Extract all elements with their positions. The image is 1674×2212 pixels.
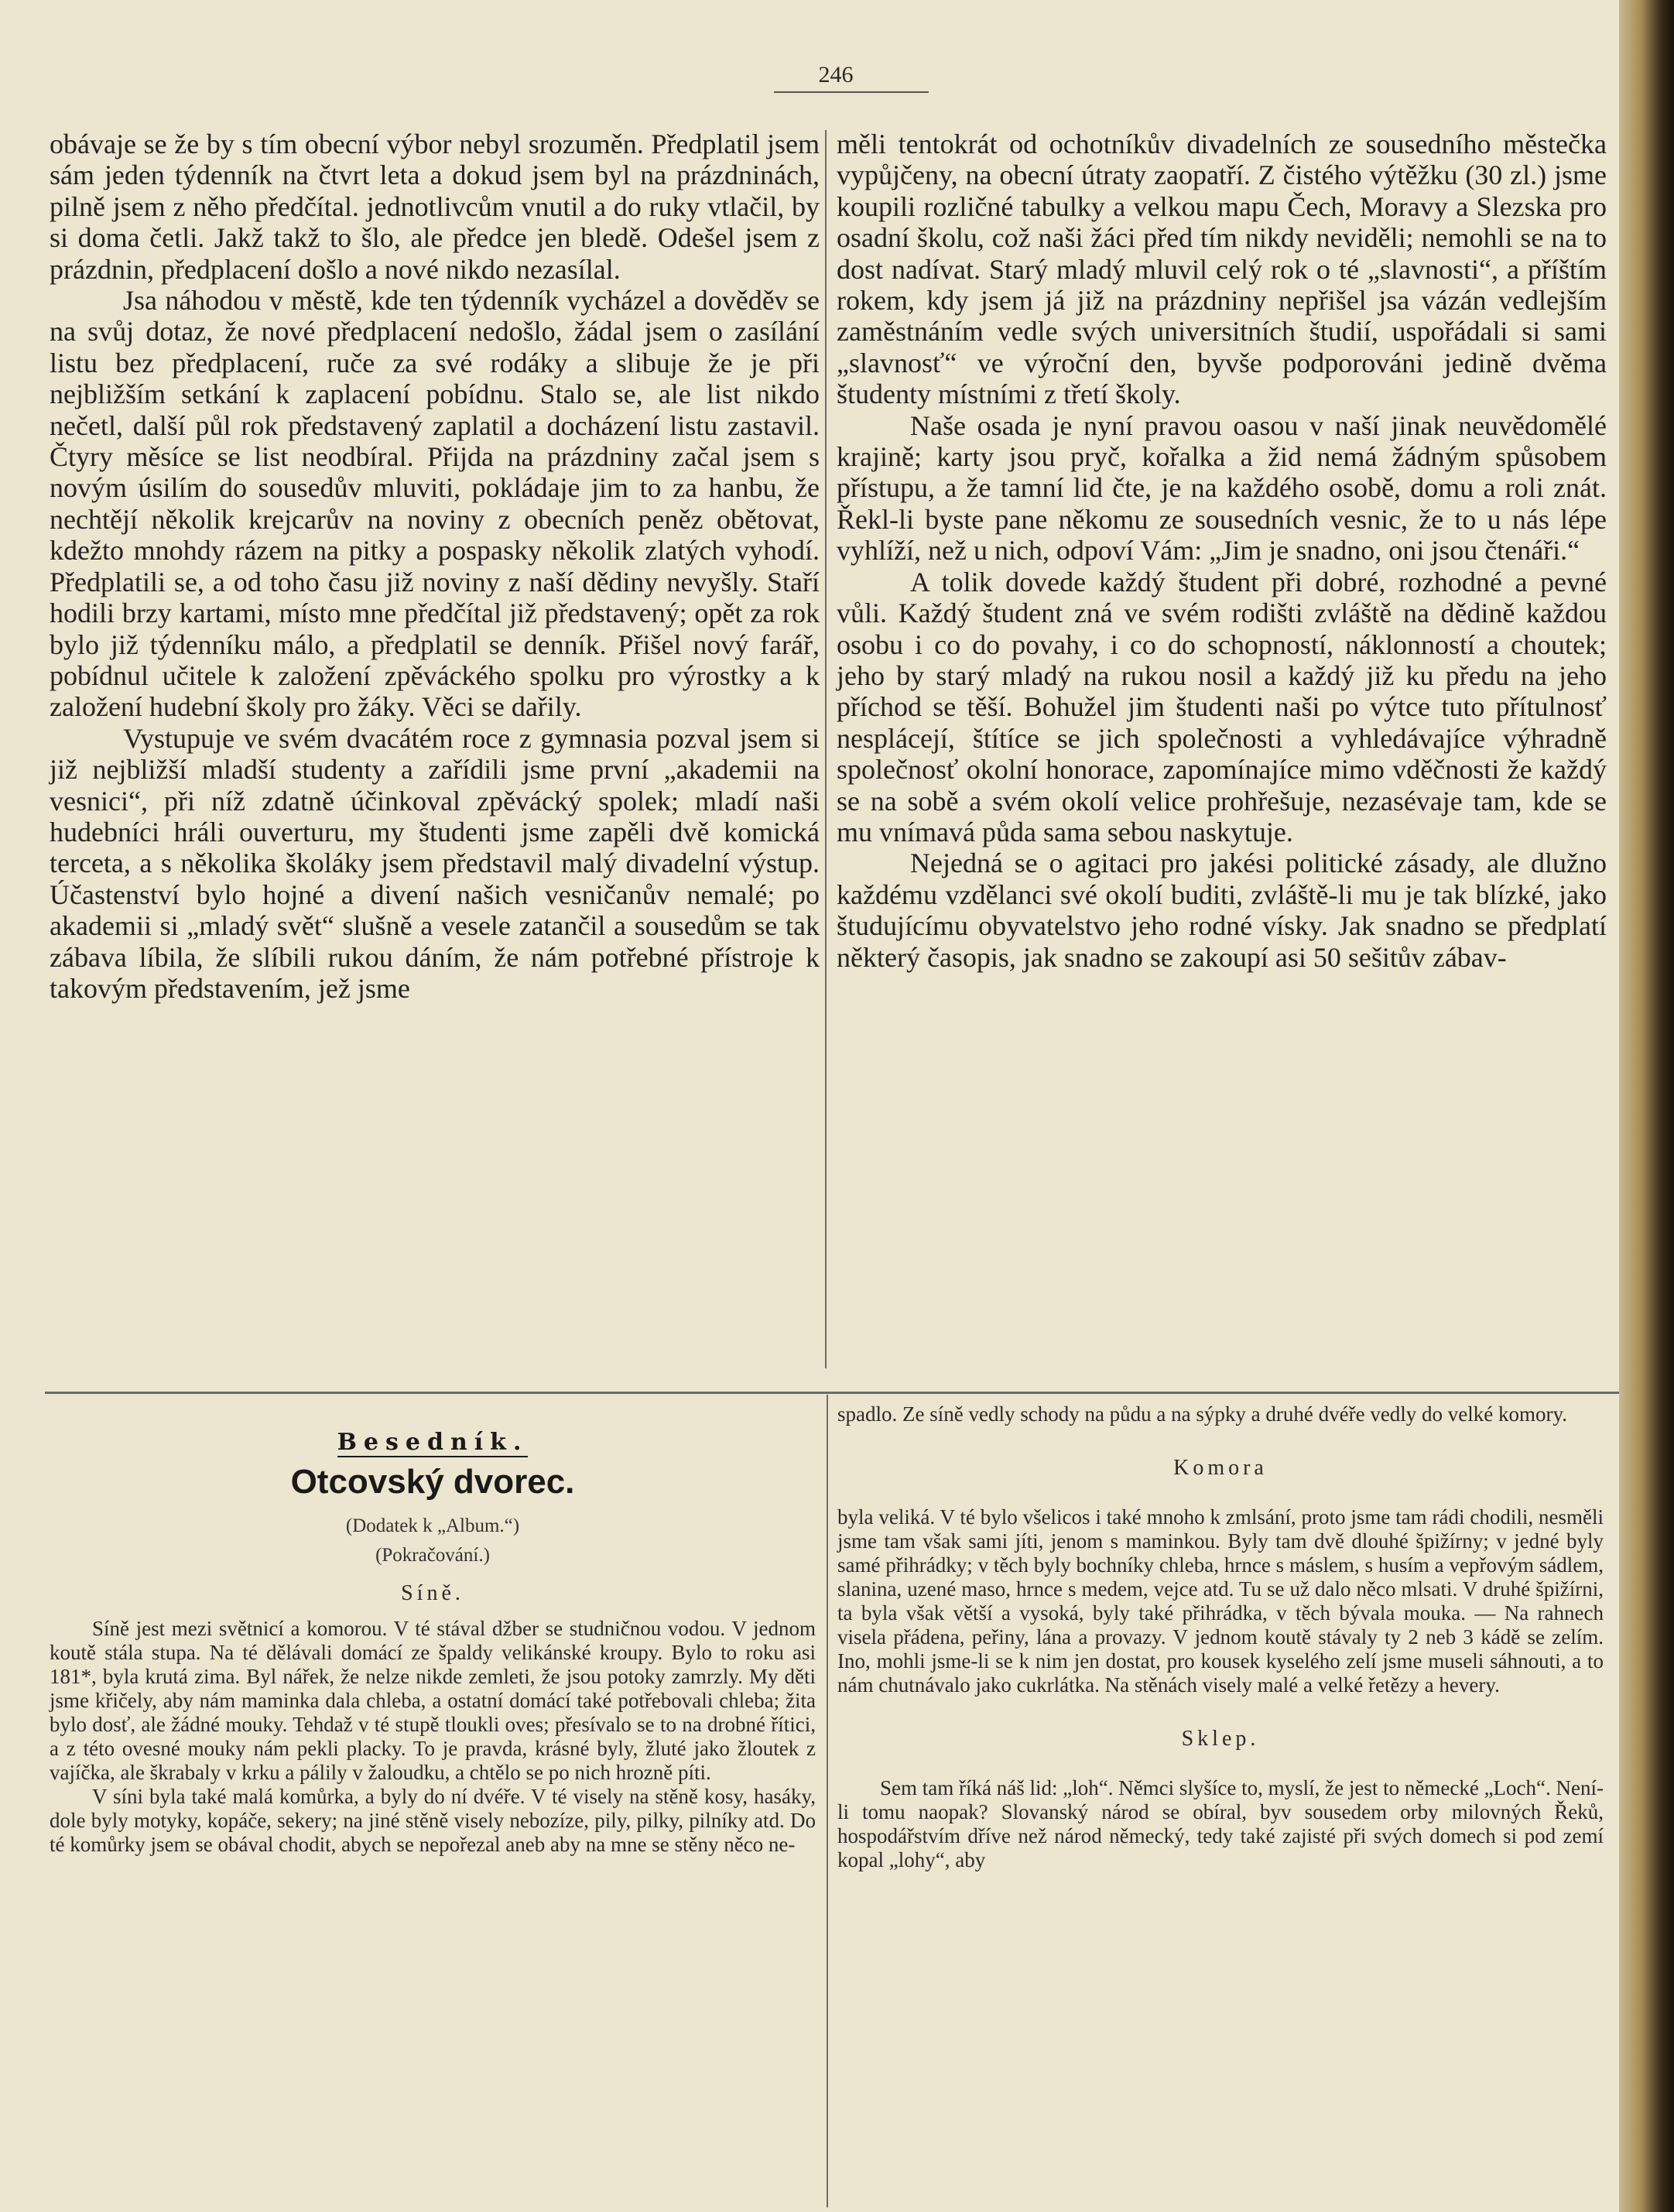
- column-divider-top: [825, 130, 827, 1368]
- feuilleton-title: Otcovský dvorec.: [290, 1463, 575, 1501]
- article-column-right: [837, 128, 1607, 973]
- feuilleton-paragraph: Síně jest mezi světnicí a komorou. V té stával džber se studničnou vodou. V jednom koutě stála stupa. Na té dělávali domácí ze špaldy velikánské kroupy. Bylo to roku asi 181*, byla krutá zima. Byl nářek, že nelze nikde zemleti, že jsou potoky zamrzly. My děti jsme křičely, aby nám maminka dala chleba, a ostatní domácí také potřebovali chleba; žita bylo dosť, ale žádné mouky. Tehdaž v té stupě tloukli oves; přesívalo se to na drobné řítici, a z této ovesné mouky nám pekli placky. To je pravda, krásné byly, žluté jako žloutek z vajíčka, ale škrabaly v krku a pálily v žaloudku, a chtělo se po nich hrozně píti.: [50, 1617, 816, 1784]
- article-paragraph: Nejedná se o agitaci pro jakési politické zásady, ale dlužno každému vzdělanci své okolí buditi, zvláště-li mu je tak blízké, jako študujícímu obyvatelstvo jeho rodné vísky. Jak snadno se předplatí některý časopis, jak snadno se zakoupí asi 50 sešitův zábav-: [837, 847, 1607, 973]
- article-paragraph: obávaje se že by s tím obecní výbor nebyl srozuměn. Předplatil jsem sám jeden týdenník na čtvrt leta a dokud jsem byl na prázdninách, pilně jsem z něho předčítal. jednotlivcům vnutil a do ruky vtlačil, by si doma četli. Jakž takž to šlo, ale předce jen bledě. Odešel jsem z prázdnin, předplacení došlo a nové nikdo nezasílal.: [50, 128, 820, 285]
- feuilleton-paragraph: V síni byla také malá komůrka, a byly do ní dvéře. V té visely na stěně kosy, hasáky, dole byly motyky, kopáče, sekery; na jiné stěně visely nebozíze, pily, pilky, pilníky atd. Do té komůrky jsem se obával chodit, abych se nepořezal aneb aby na mne se stěny něco ne-: [50, 1785, 816, 1856]
- feuilleton-paragraph: spadlo. Ze síně vedly schody na půdu a na sýpky a druhé dvéře vedly do velké komory.: [837, 1402, 1568, 1426]
- feuilleton-column-left: [50, 1402, 816, 1857]
- article-paragraph: měli tentokrát od ochotníkův divadelních ze sousedního městečka vypůjčeny, na obecní útraty zaopatří. Z čistého výtěžku (30 zl.) jsme koupili rozličné tabulky a velkou mapu Čech, Moravy a Slezska pro osadní školu, což naši žáci před tím nikdy neviděli; nemohli se na to dost nadívat. Starý mladý mluvil celý rok o té „slavnosti“, a příštím rokem, kdy jsem já již na prázdniny nepřišel jsa vázán vedlejším zaměstnáním vedle svých universitních študií, uspořádali si sami „slavnosť“ ve výroční den, byvše podporováni jedině dvěma študenty místními z třetí školy.: [837, 128, 1607, 410]
- header-rule: [774, 91, 929, 93]
- feuilleton-column-right: [837, 1402, 1604, 1872]
- feuilleton-paragraph: byla veliká. V té bylo všelicos i také mnoho k zmlsání, proto jsme tam rádi chodili, nesměli jsme tam však sami jíti, jenom s maminkou. Byly tam dvě dlouhé špižírny; v jedné byly samé přihrádky; v těch byly bochníky chleba, hrnce s máslem, s husím a vepřovým sádlem, slanina, uzené maso, hrnce s medem, vejce atd. Tu se už dalo něco mlsati. V druhé špižírni, ta byla však větší a vysoká, byly také přihrádka, v těch bývala mouka. — Na rahnech visela přádena, peřiny, lána a provazy. V jednom koutě stávaly ty 2 neb 3 kádě se zelím. Ino, mohli jsme-li se k nim jen dostat, pro kousek kyselého zelí jsme museli sáhnouti, a to nám chutnávalo jako cukrlátka. Na stěnách visely malé a velké řetězy a hevery.: [837, 1505, 1604, 1697]
- section-heading-sklep: Sklep.: [1181, 1727, 1260, 1751]
- article-paragraph: Jsa náhodou v městě, kde ten týdenník vycházel a dověděv se na svůj dotaz, že nové předplacení nedošlo, žádal jsem o zasílání listu bez předplacení, ruče za své rodáky a slibuje že je při nejbližším setkání k zaplacení pobídnu. Stalo se, ale list nikdo nečetl, další půl rok představený zaplatil a docházení listu zastavil. Čtyry měsíce se list neodbíral. Přijda na prázdniny začal jsem s novým úsilím do sousedův mluviti, pokládaje jim to za hanbu, že nechtějí několik krejcarův na noviny z obecních peněz obětovat, kdežto mnohdy rázem na pitky a pospasky několik zlatých vyhodí. Předplatili se, a od toho času již noviny z naší dědiny nevyšly. Staří hodili brzy kartami, místo mne předčítal již představený; opět za rok bylo již týdenníku málo, a předplatil se denník. Přišel nový farář, pobídnul učitele k založení zpěváckého spolku pro výrostky a k založení hudební školy pro žáky. Věci se dařily.: [50, 285, 820, 723]
- article-paragraph: Vystupuje ve svém dvacátém roce z gymnasia pozval jsem si již nejbližší mladší studenty a zařídili jsme první „akademii na vesnici“, při níž zdatně účinkoval zpěvácký spolek; mladí naši hudebníci hráli ouverturu, my študenti jsme zapěli dvě komická terceta, a s několika školáky jsem představil malý divadelní výstup. Účastenství bylo hojné a divení našich vesničanův nemalé; po akademii si „mladý svět“ slušně a vesele zatančil a sousedům se tak zábava líbila, že slíbili rukou dáním, že nám potřebné přístroje k takovým představením, jež jsme: [50, 722, 820, 1004]
- besednik-heading: [50, 1430, 816, 1454]
- section-heading-sine: Síně.: [401, 1581, 464, 1605]
- feuilleton-continuation: (Pokračování.): [375, 1545, 490, 1566]
- article-column-left: [50, 128, 820, 1004]
- besednik-heading-text: Besedník.: [337, 1429, 529, 1456]
- feuilleton-divider: [45, 1392, 1620, 1394]
- feuilleton-paragraph: Sem tam říká náš lid: „loh“. Němci slyšíce to, myslí, že jest to německé „Loch“. Není-li tomu naopak? Slovanský národ se obíral, byv sousedem orby milovných Řeků, hospodářstvím dříve než národ německý, tedy také zajisté při svých domech si pod zemí kopal „lohy“, aby: [837, 1776, 1604, 1871]
- article-paragraph: A tolik dovede každý študent při dobré, rozhodné a pevné vůli. Každý študent zná ve svém rodišti zvláště na dědině každou osobu i co do povahy, i co do schopností, náklonností a choutek; jeho by starý mladý na rukou nosil a každý již ku předu na jeho příchod se těší. Bohužel jim študenti naši po výtce tuto přítulnosť nesplácejí, štítíce se jich společnosti a vyhledávajíce výhradně společnosť okolní honorace, zapomínajíce mimo vděčnosti že každý se na sobě a svém okolí velice prohřešuje, nezasévaje tam, kde se mu vnímavá půda sama sebou naskytuje.: [837, 566, 1607, 847]
- feuilleton-subtitle: (Dodatek k „Album.“): [345, 1515, 520, 1536]
- article-paragraph: Naše osada je nyní pravou oasou v naší jinak neuvědomělé krajině; karty jsou pryč, kořalka a žid nemá žádným spůsobem přístupu, a že tamní lid čte, je na každého osobě, domu a roli znát. Řekl-li byste pane někomu ze sousedních vesnic, že to u nás lépe vyhlíží, než u nich, odpoví Vám: „Jim je snadno, oni jsou čtenáři.“: [837, 409, 1607, 567]
- page-number: 246: [818, 62, 854, 87]
- page-edge-binding: [1619, 0, 1674, 2212]
- section-heading-komora: Komora: [1173, 1456, 1268, 1480]
- column-divider-bottom: [827, 1395, 828, 2207]
